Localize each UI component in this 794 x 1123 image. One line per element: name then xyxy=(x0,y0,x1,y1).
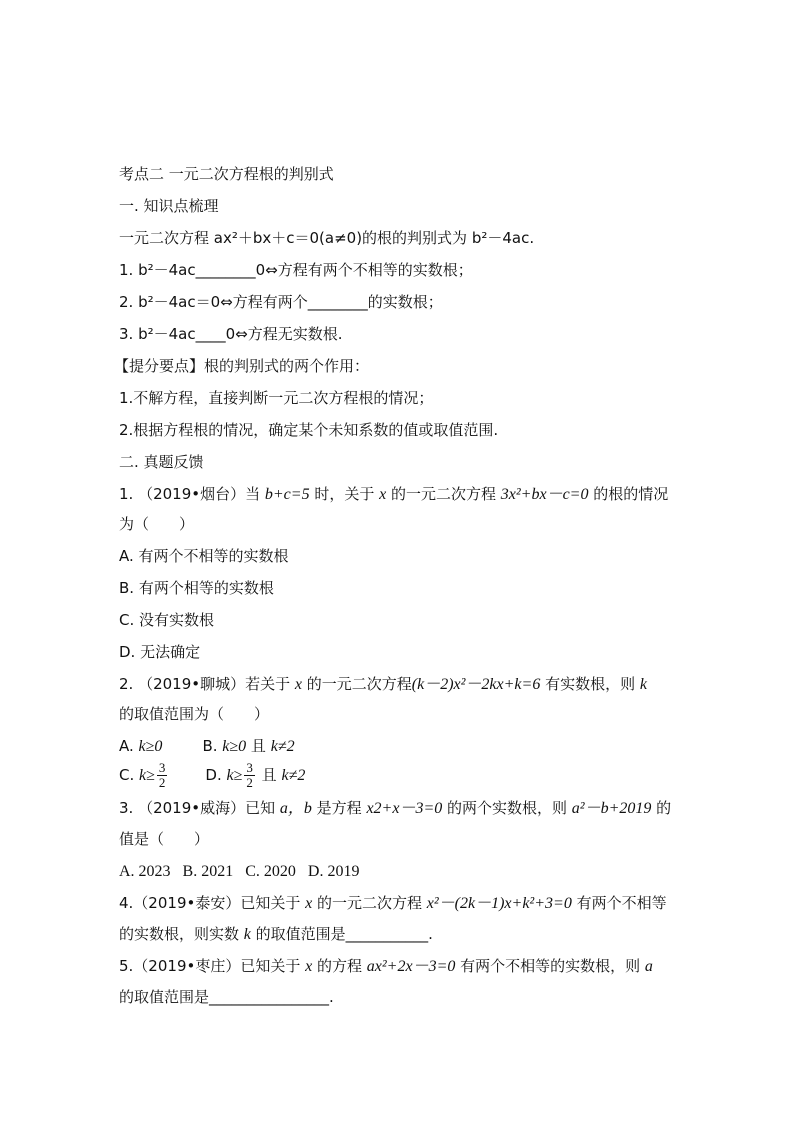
math-variable: k xyxy=(243,926,251,943)
math-variable: x xyxy=(379,486,387,503)
fraction: $\frac{3}{2}$ xyxy=(158,760,166,790)
tip-heading: 【提分要点】根的判别式的两个作用： xyxy=(114,357,370,375)
tip-item-1: 1.不解方程，直接判断一元二次方程根的情况； xyxy=(119,389,434,407)
question-3: 3. （2019•威海）已知 a，b 是方程 x2+x－3=0 的两个实数根，则 a²－b+2019 的 xyxy=(119,799,672,817)
question-1-option-b: B. 有两个相等的实数根 xyxy=(119,579,274,597)
question-5-line2: 的取值范围是________________. xyxy=(119,988,334,1006)
math-equation: 3x²+bx－c=0 xyxy=(500,486,589,503)
question-1-option-a: A. 有两个不相等的实数根 xyxy=(119,547,289,565)
math-equation: (k－2)x²－2kx+k=6 xyxy=(411,676,541,693)
question-1-option-d: D. 无法确定 xyxy=(119,643,201,661)
question-1-line2: 为（ ） xyxy=(119,515,195,533)
page-title: 考点二 一元二次方程根的判别式 xyxy=(119,165,334,183)
question-1-option-c: C. 没有实数根 xyxy=(119,611,215,629)
tip-item-2: 2.根据方程根的情况，确定某个未知系数的值或取值范围. xyxy=(119,421,499,439)
math-variable: a xyxy=(644,958,653,975)
knowledge-item-3: 3. b²－4ac____0⇔方程无实数根. xyxy=(119,325,343,343)
question-2: 2. （2019•聊城）若关于 x 的一元二次方程(k－2)x²－2kx+k=6 有实数根，则 k xyxy=(119,675,647,693)
question-1: 1. （2019•烟台）当 b+c=5 时，关于 x 的一元二次方程 3x²+bx－c=0 的根的情况 xyxy=(119,485,669,503)
question-2-options-ab: A. k≥0 B. k≥0 且 k≠2 xyxy=(119,737,295,755)
question-2-options-cd: C. k≥ $\frac{3}{2}$ D. k≥ $\frac{3}{2}$ 且 k≠2 xyxy=(119,760,306,790)
question-3-line2: 值是（ ） xyxy=(119,830,210,848)
math-expression: b+c=5 xyxy=(264,486,310,503)
question-3-options: A. 2023 B. 2021 C. 2020 D. 2019 xyxy=(119,863,360,880)
question-4-line2: 的实数根，则实数 k 的取值范围是___________. xyxy=(119,925,433,943)
math-expression: a²－b+2019 xyxy=(571,800,652,817)
knowledge-item-1: 1. b²－4ac________0⇔方程有两个不相等的实数根； xyxy=(119,261,473,279)
math-equation: ax²+2x－3=0 xyxy=(366,958,456,975)
math-variable: k xyxy=(639,676,647,693)
fraction: $\frac{3}{2}$ xyxy=(246,760,253,790)
question-5: 5.（2019•枣庄）已知关于 x 的方程 ax²+2x－3=0 有两个不相等的实数根，则 a xyxy=(119,957,653,975)
question-2-line2: 的取值范围为（ ） xyxy=(119,705,270,723)
math-variable: x xyxy=(294,676,302,693)
math-equation: x2+x－3=0 xyxy=(366,800,443,817)
question-4: 4.（2019•泰安）已知关于 x 的一元二次方程 x²－(2k－1)x+k²+3=0 有两个不相等 xyxy=(119,894,667,912)
section-heading-knowledge: 一. 知识点梳理 xyxy=(119,197,219,215)
math-variable: a，b xyxy=(279,800,312,817)
math-variable: x xyxy=(305,895,313,912)
section-heading-exercises: 二. 真题反馈 xyxy=(119,453,204,471)
math-equation: x²－(2k－1)x+k²+3=0 xyxy=(426,895,572,912)
math-variable: x xyxy=(305,958,313,975)
knowledge-item-2: 2. b²－4ac＝0⇔方程有两个________的实数根； xyxy=(119,293,443,311)
discriminant-intro: 一元二次方程 ax²＋bx＋c＝0(a≠0)的根的判别式为 b²－4ac. xyxy=(119,229,535,247)
